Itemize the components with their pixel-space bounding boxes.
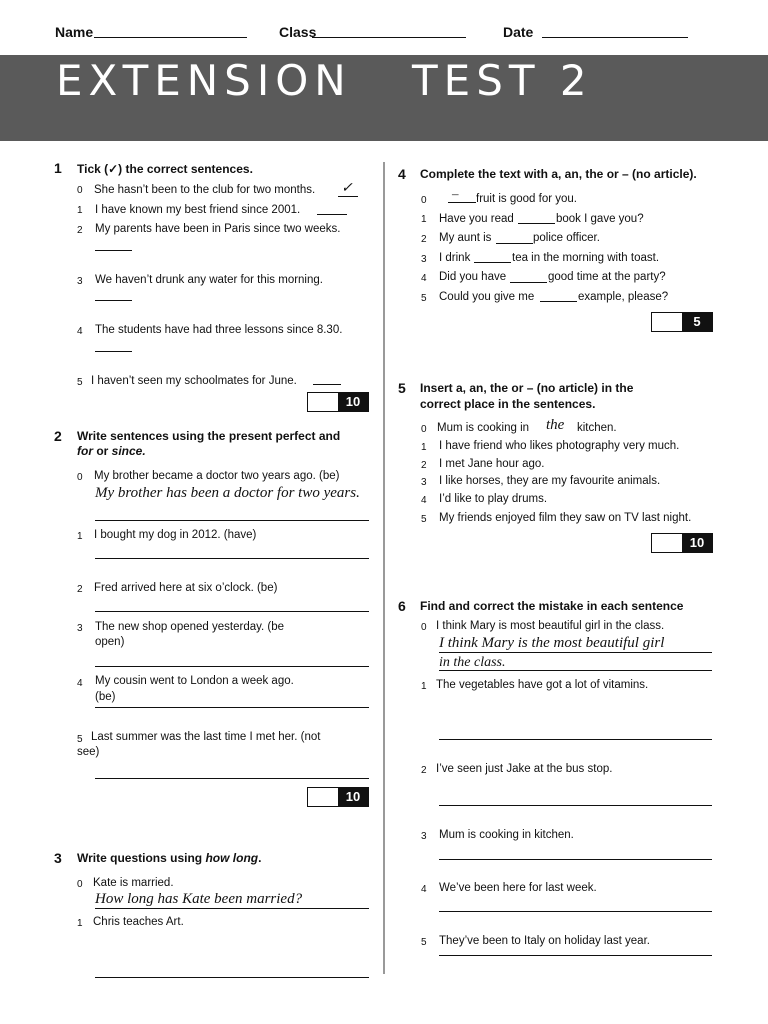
q2-item5-line[interactable] bbox=[95, 778, 369, 779]
q1-item0-text: She hasn’t been to the club for two months. bbox=[94, 184, 316, 196]
q6-item2-num: 2 bbox=[421, 765, 427, 776]
q1-item5-blank[interactable] bbox=[313, 384, 341, 385]
page-title-left: EXTENSION bbox=[56, 56, 352, 105]
q1-title: Tick (✓) the correct sentences. bbox=[77, 162, 253, 176]
q2-item4-num: 4 bbox=[77, 678, 83, 689]
q1-item2-blank[interactable] bbox=[95, 250, 132, 251]
q2-item3-num: 3 bbox=[77, 623, 83, 634]
q1-item1-num: 1 bbox=[77, 205, 83, 216]
q3-item0-answer: How long has Kate been married? bbox=[95, 891, 303, 907]
q1-item1-blank[interactable] bbox=[317, 214, 347, 215]
q4-item2-num: 2 bbox=[421, 234, 427, 245]
q6-number: 6 bbox=[398, 598, 406, 614]
q6-item0-answer2: in the class. bbox=[439, 655, 506, 670]
q4-score-box bbox=[651, 312, 713, 332]
q5-item1-text: I have friend who likes photography very much. bbox=[439, 440, 680, 452]
q6-item5-line[interactable] bbox=[439, 955, 712, 956]
q3-title-how-long: how long bbox=[205, 851, 259, 865]
q1-item3-num: 3 bbox=[77, 276, 83, 287]
q5-item5-num: 5 bbox=[421, 514, 427, 525]
q1-score-box bbox=[307, 392, 369, 412]
q5-item3-text: I like horses, they are my favourite animals. bbox=[439, 475, 661, 487]
q5-item3-num: 3 bbox=[421, 477, 427, 488]
q1-item4-text: The students have had three lessons since 8.30. bbox=[95, 324, 343, 336]
q4-item2-blank[interactable] bbox=[496, 243, 533, 244]
q1-number: 1 bbox=[54, 160, 62, 176]
q4-item0-num: 0 bbox=[421, 195, 427, 206]
q4-item2-pre: My aunt is bbox=[439, 232, 492, 244]
q3-title-c: . bbox=[258, 851, 262, 865]
q2-title-line1: Write sentences using the present perfect and bbox=[77, 429, 341, 443]
q6-item0-line1[interactable] bbox=[439, 652, 712, 653]
q4-item5-pre: Could you give me bbox=[439, 291, 535, 303]
q2-score: 10 bbox=[338, 788, 368, 806]
q6-item3-text: Mum is cooking in kitchen. bbox=[439, 829, 574, 841]
q4-item4-num: 4 bbox=[421, 273, 427, 284]
q6-item3-line[interactable] bbox=[439, 859, 712, 860]
q6-item4-text: We’ve been here for last week. bbox=[439, 882, 597, 894]
q3-title bbox=[77, 851, 261, 865]
q5-title-line1: Insert a, an, the or – (no article) in the bbox=[420, 381, 634, 395]
q6-item5-text: They’ve been to Italy on holiday last year. bbox=[439, 935, 650, 947]
q4-item4-pre: Did you have bbox=[439, 271, 507, 283]
q4-title: Complete the text with a, an, the or – (no article). bbox=[420, 167, 697, 181]
q4-item3-post: tea in the morning with toast. bbox=[512, 252, 660, 264]
q3-number: 3 bbox=[54, 850, 62, 866]
q6-item4-num: 4 bbox=[421, 884, 427, 895]
q5-item5-text: My friends enjoyed film they saw on TV last night. bbox=[439, 512, 692, 524]
q6-item0-line2[interactable] bbox=[439, 670, 712, 671]
q3-item1-text: Chris teaches Art. bbox=[93, 916, 184, 928]
q5-item0-num: 0 bbox=[421, 424, 427, 435]
q4-item4-post: good time at the party? bbox=[548, 271, 666, 283]
q1-item5-text: I haven’t seen my schoolmates for June. bbox=[91, 375, 297, 387]
name-field[interactable] bbox=[94, 37, 247, 38]
q4-item3-pre: I drink bbox=[439, 252, 471, 264]
q6-item0-text: I think Mary is most beautiful girl in the class. bbox=[436, 620, 665, 632]
q4-item5-blank[interactable] bbox=[540, 301, 577, 302]
q2-item2-num: 2 bbox=[77, 584, 83, 595]
q2-title-line2 bbox=[77, 444, 146, 458]
q5-item0-post: kitchen. bbox=[577, 422, 617, 434]
q2-title-since: since. bbox=[111, 444, 146, 458]
q6-item5-num: 5 bbox=[421, 937, 427, 948]
q4-item2-post: police officer. bbox=[533, 232, 600, 244]
q1-score: 10 bbox=[338, 393, 368, 411]
q1-item4-blank[interactable] bbox=[95, 351, 132, 352]
q1-item1-text: I have known my best friend since 2001. bbox=[95, 204, 301, 216]
q5-item2-text: I met Jane hour ago. bbox=[439, 458, 545, 470]
q2-item3-line[interactable] bbox=[95, 666, 369, 667]
q3-item0-text: Kate is married. bbox=[93, 877, 174, 889]
q6-item1-line[interactable] bbox=[439, 739, 712, 740]
q4-item1-post: book I gave you? bbox=[556, 213, 644, 225]
q2-item5-num: 5 bbox=[77, 734, 83, 745]
q2-item0-line[interactable] bbox=[95, 520, 369, 521]
q1-item2-text: My parents have been in Paris since two weeks. bbox=[95, 223, 341, 235]
q4-item3-blank[interactable] bbox=[474, 262, 511, 263]
q5-score: 10 bbox=[682, 534, 712, 552]
q5-item0-answer: the bbox=[546, 417, 565, 433]
q1-item0-tick: ✓ bbox=[341, 181, 353, 196]
q2-item0-num: 0 bbox=[77, 472, 83, 483]
q5-item4-num: 4 bbox=[421, 495, 427, 506]
q2-item2-text: Fred arrived here at six o’clock. (be) bbox=[94, 582, 278, 594]
q4-score: 5 bbox=[682, 313, 712, 331]
q2-item5-text: Last summer was the last time I met her. (not bbox=[91, 731, 321, 743]
q6-item3-num: 3 bbox=[421, 831, 427, 842]
q1-item5-num: 5 bbox=[77, 377, 83, 388]
q1-item3-blank[interactable] bbox=[95, 300, 132, 301]
q2-title-or: or bbox=[93, 444, 112, 458]
q6-item0-answer1: I think Mary is the most beautiful girl bbox=[439, 635, 665, 651]
q6-item2-text: I’ve seen just Jake at the bus stop. bbox=[436, 763, 613, 775]
q2-item4-text: My cousin went to London a week ago. bbox=[95, 675, 294, 687]
q2-title-for: for bbox=[77, 444, 93, 458]
q4-item1-num: 1 bbox=[421, 214, 427, 225]
q5-score-box bbox=[651, 533, 713, 553]
q6-title: Find and correct the mistake in each sentence bbox=[420, 599, 684, 613]
column-divider bbox=[383, 162, 385, 974]
q2-number: 2 bbox=[54, 428, 62, 444]
date-label: Date bbox=[503, 24, 534, 40]
q4-item0-text: fruit is good for you. bbox=[476, 193, 577, 205]
date-field[interactable] bbox=[542, 37, 688, 38]
q5-item0-pre: Mum is cooking in bbox=[437, 422, 530, 434]
q2-item0-text: My brother became a doctor two years ago. (be) bbox=[94, 470, 340, 482]
q4-item0-blank[interactable] bbox=[448, 202, 476, 203]
page-title-right: TEST 2 bbox=[412, 56, 593, 105]
q3-item1-line[interactable] bbox=[95, 977, 369, 978]
q3-item1-num: 1 bbox=[77, 918, 83, 929]
q2-item4-text2: (be) bbox=[95, 691, 116, 703]
q4-number: 4 bbox=[398, 166, 406, 182]
q1-item3-text: We haven’t drunk any water for this morning. bbox=[95, 274, 323, 286]
q2-score-box bbox=[307, 787, 369, 807]
q4-item5-num: 5 bbox=[421, 293, 427, 304]
q4-item3-num: 3 bbox=[421, 254, 427, 265]
q6-item0-num: 0 bbox=[421, 622, 427, 633]
q2-item0-answer: My brother has been a doctor for two years. bbox=[95, 485, 360, 501]
q4-item0-answer: – bbox=[452, 186, 459, 201]
q4-item1-pre: Have you read bbox=[439, 213, 514, 225]
q2-item3-text2: open) bbox=[95, 636, 125, 648]
q6-item2-line[interactable] bbox=[439, 805, 712, 806]
q5-number: 5 bbox=[398, 380, 406, 396]
q2-item1-line[interactable] bbox=[95, 558, 369, 559]
q6-item4-line[interactable] bbox=[439, 911, 712, 912]
q6-item1-num: 1 bbox=[421, 681, 427, 692]
q5-title-line2: correct place in the sentences. bbox=[420, 397, 596, 411]
q3-title-a: Write questions using bbox=[77, 851, 206, 865]
q2-item4-line[interactable] bbox=[95, 707, 369, 708]
q2-item3-text: The new shop opened yesterday. (be bbox=[95, 621, 285, 633]
q1-item4-num: 4 bbox=[77, 326, 83, 337]
q4-item4-blank[interactable] bbox=[510, 282, 547, 283]
q1-item0-num: 0 bbox=[77, 185, 83, 196]
q2-item2-line[interactable] bbox=[95, 611, 369, 612]
q5-item1-num: 1 bbox=[421, 442, 427, 453]
q5-item4-text: I’d like to play drums. bbox=[439, 493, 548, 505]
q3-item0-line[interactable] bbox=[95, 908, 369, 909]
q1-item2-num: 2 bbox=[77, 225, 83, 236]
q6-item1-text: The vegetables have got a lot of vitamins. bbox=[436, 679, 649, 691]
q3-item0-num: 0 bbox=[77, 879, 83, 890]
q4-item5-post: example, please? bbox=[578, 291, 669, 303]
name-label: Name bbox=[55, 24, 94, 40]
q2-item1-num: 1 bbox=[77, 531, 83, 542]
q4-item1-blank[interactable] bbox=[518, 223, 555, 224]
class-field[interactable] bbox=[312, 37, 466, 38]
q5-item2-num: 2 bbox=[421, 460, 427, 471]
class-label: Class bbox=[279, 24, 317, 40]
q2-item5-text2: see) bbox=[77, 746, 100, 758]
q2-item1-text: I bought my dog in 2012. (have) bbox=[94, 529, 257, 541]
